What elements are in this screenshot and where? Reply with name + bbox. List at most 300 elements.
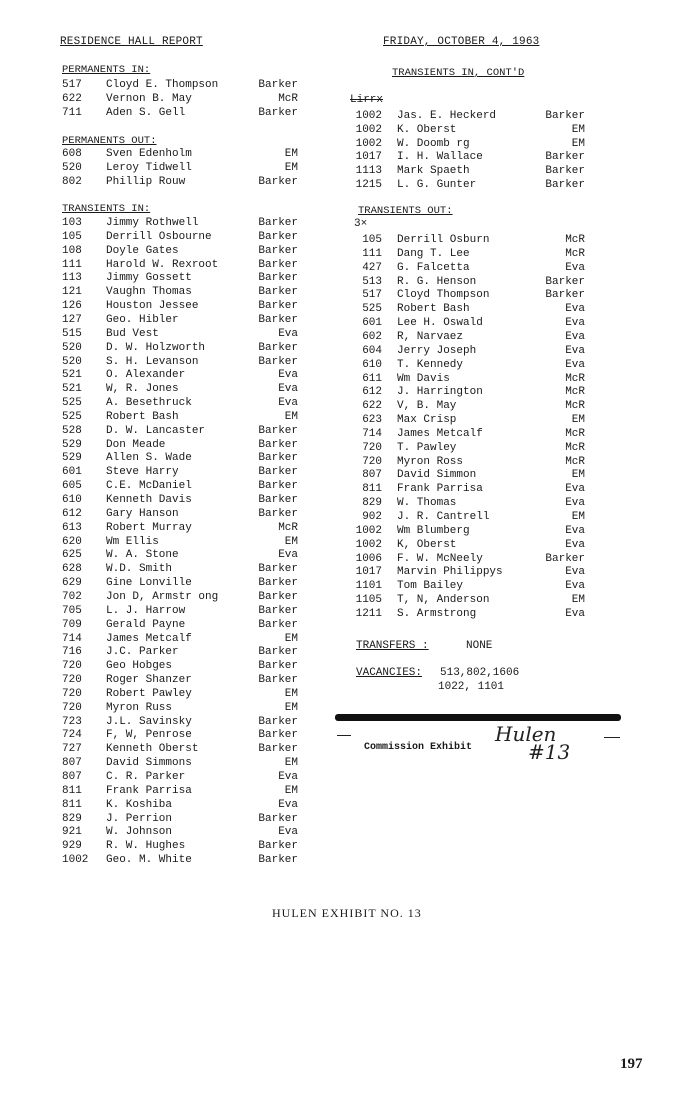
roster-row xyxy=(62,425,302,439)
roster-row xyxy=(352,553,592,567)
roster-name: T. Pawley xyxy=(397,441,457,454)
roster-row xyxy=(62,633,302,647)
roster-room: 807 xyxy=(62,757,82,770)
roster-hall: Eva xyxy=(278,383,298,396)
roster-hall: Eva xyxy=(565,358,585,371)
roster-name: T, N, Anderson xyxy=(397,594,490,607)
roster-room: 1002 xyxy=(355,110,382,122)
roster-row xyxy=(352,373,592,387)
section-transients-in-contd-label: TRANSIENTS IN, CONT'D xyxy=(392,67,525,79)
roster-name: Lee H. Oswald xyxy=(397,317,483,330)
roster-hall: EM xyxy=(284,148,298,160)
roster-name: T. Kennedy xyxy=(397,358,464,371)
roster-hall: Eva xyxy=(565,344,585,357)
roster-name: Derrill Osburn xyxy=(397,234,490,246)
roster-row xyxy=(352,345,592,359)
handwritten-number: #13 xyxy=(528,740,571,764)
exhibit-tick-right xyxy=(604,737,620,738)
roster-name: Mark Spaeth xyxy=(397,165,470,178)
roster-name: Wm Blumberg xyxy=(397,524,470,537)
roster-room: 601 xyxy=(62,466,82,479)
roster-room: 802 xyxy=(62,175,82,188)
roster-name: C.E. McDaniel xyxy=(106,480,192,493)
roster-name: J.C. Parker xyxy=(106,646,179,659)
roster-room: 612 xyxy=(62,507,82,520)
roster-room: 714 xyxy=(62,632,82,645)
roster-row xyxy=(352,179,592,193)
roster-name: James Metcalf xyxy=(106,632,192,645)
roster-name: Gary Hanson xyxy=(106,507,179,520)
roster-row xyxy=(352,110,592,124)
roster-hall: Barker xyxy=(545,151,585,164)
roster-name: W.D. Smith xyxy=(106,563,173,576)
roster-room: 604 xyxy=(362,344,382,357)
roster-name: Gerald Payne xyxy=(106,618,186,631)
roster-row xyxy=(62,702,302,716)
roster-hall: Barker xyxy=(258,674,298,687)
roster-room: 1017 xyxy=(355,566,382,579)
roster-name: Bud Vest xyxy=(106,327,159,340)
roster-name: K, Oberst xyxy=(397,538,457,551)
roster-room: 520 xyxy=(62,341,82,354)
roster-name: Leroy Tidwell xyxy=(106,161,192,174)
roster-room: 1215 xyxy=(355,179,382,191)
roster-name: R, Narvaez xyxy=(397,330,464,343)
roster-name: A. Besethruck xyxy=(106,397,192,410)
roster-row xyxy=(352,386,592,400)
roster-name: C. R. Parker xyxy=(106,771,186,783)
roster-name: Harold W. Rexroot xyxy=(106,258,219,271)
roster-row xyxy=(62,328,302,342)
roster-hall: EM xyxy=(571,123,585,136)
roster-room: 1211 xyxy=(355,607,382,620)
roster-hall: EM xyxy=(571,594,585,607)
roster-hall: EM xyxy=(284,687,298,700)
roster-name: Houston Jessee xyxy=(106,300,199,313)
roster-room: 1113 xyxy=(355,165,382,178)
exhibit-caption: HULEN EXHIBIT NO. 13 xyxy=(272,906,422,920)
roster-hall: Barker xyxy=(258,300,298,313)
roster-hall: Barker xyxy=(545,275,585,288)
roster-hall: Eva xyxy=(565,330,585,343)
roster-name: R. W. Hughes xyxy=(106,840,186,853)
roster-name: Robert Murray xyxy=(106,521,192,534)
roster-room: 520 xyxy=(62,355,82,368)
roster-room: 625 xyxy=(62,549,82,562)
roster-room: 517 xyxy=(362,289,382,302)
roster-row xyxy=(62,785,302,799)
roster-row xyxy=(62,286,302,300)
roster-name: Phillip Rouw xyxy=(106,175,186,188)
roster-room: 1002 xyxy=(355,137,382,150)
roster-room: 126 xyxy=(62,300,82,313)
roster-row xyxy=(352,317,592,331)
roster-hall: Barker xyxy=(258,438,298,451)
roster-room: 1002 xyxy=(62,854,89,867)
roster-hall: Barker xyxy=(545,289,585,302)
roster-name: Dang T. Lee xyxy=(397,247,470,260)
roster-room: 902 xyxy=(362,511,382,523)
roster-room: 513 xyxy=(362,275,382,288)
roster-row xyxy=(352,289,592,303)
roster-room: 612 xyxy=(362,386,382,399)
roster-room: 610 xyxy=(362,358,382,371)
roster-row xyxy=(62,452,302,466)
roster-row xyxy=(62,619,302,633)
roster-hall: McR xyxy=(278,521,298,534)
roster-hall: Barker xyxy=(258,743,298,756)
roster-room: 720 xyxy=(362,441,382,454)
roster-room: 427 xyxy=(362,261,382,274)
roster-hall: Eva xyxy=(278,798,298,811)
roster-room: 1101 xyxy=(355,580,382,593)
roster-name: I. H. Wallace xyxy=(397,151,483,164)
roster-room: 705 xyxy=(62,604,82,617)
section-transients-in-label: TRANSIENTS IN: xyxy=(62,203,151,215)
roster-room: 720 xyxy=(62,687,82,700)
roster-name: David Simmons xyxy=(106,757,192,770)
roster-name: Vaughn Thomas xyxy=(106,286,192,299)
roster-hall: Barker xyxy=(258,618,298,631)
roster-hall: Eva xyxy=(278,771,298,783)
roster-row xyxy=(62,369,302,383)
roster-hall: Barker xyxy=(545,165,585,178)
roster-room: 702 xyxy=(62,590,82,603)
roster-row xyxy=(62,549,302,563)
roster-hall: Barker xyxy=(545,552,585,565)
roster-name: W. A. Stone xyxy=(106,549,179,562)
roster-hall: Eva xyxy=(565,497,585,510)
roster-name: D. W. Holzworth xyxy=(106,341,206,354)
roster-name: Jimmy Rothwell xyxy=(106,217,199,229)
roster-row xyxy=(62,522,302,536)
roster-room: 602 xyxy=(362,330,382,343)
roster-name: Kenneth Oberst xyxy=(106,743,199,756)
roster-hall: Barker xyxy=(258,660,298,673)
roster-room: 105 xyxy=(362,234,382,246)
roster-row xyxy=(352,400,592,414)
roster-row xyxy=(62,688,302,702)
roster-hall: EM xyxy=(284,161,298,174)
roster-room: 528 xyxy=(62,424,82,437)
roster-row xyxy=(352,151,592,165)
roster-room: 610 xyxy=(62,494,82,506)
roster-room: 714 xyxy=(362,427,382,440)
roster-room: 111 xyxy=(362,247,382,260)
roster-hall: EM xyxy=(284,784,298,797)
roster-room: 121 xyxy=(62,286,82,299)
roster-row xyxy=(352,303,592,317)
roster-row xyxy=(62,840,302,854)
roster-row xyxy=(352,124,592,138)
roster-name: Aden S. Gell xyxy=(106,106,186,119)
roster-hall: McR xyxy=(565,372,585,385)
roster-room: 929 xyxy=(62,840,82,853)
roster-name: W. Johnson xyxy=(106,826,173,839)
roster-row xyxy=(352,414,592,428)
roster-row xyxy=(62,148,302,162)
roster-room: 727 xyxy=(62,743,82,756)
roster-room: 613 xyxy=(62,521,82,534)
roster-row xyxy=(62,217,302,231)
roster-row xyxy=(62,383,302,397)
roster-name: L. J. Harrow xyxy=(106,604,186,617)
roster-hall: Barker xyxy=(258,646,298,659)
roster-hall: EM xyxy=(284,410,298,423)
roster-row xyxy=(352,483,592,497)
roster-row xyxy=(62,480,302,494)
roster-row xyxy=(62,411,302,425)
roster-row xyxy=(352,248,592,262)
roster-room: 829 xyxy=(62,812,82,825)
roster-row xyxy=(62,231,302,245)
roster-hall: Barker xyxy=(258,424,298,437)
roster-name: K. Oberst xyxy=(397,123,457,136)
report-date: FRIDAY, OCTOBER 4, 1963 xyxy=(383,36,540,48)
page-number: 197 xyxy=(620,1056,643,1072)
roster-room: 622 xyxy=(362,400,382,413)
roster-hall: Barker xyxy=(258,604,298,617)
roster-name: Cloyd E. Thompson xyxy=(106,79,219,91)
roster-hall: Barker xyxy=(545,110,585,122)
roster-hall: Barker xyxy=(258,840,298,853)
roster-room: 807 xyxy=(362,469,382,482)
roster-name: Tom Bailey xyxy=(397,580,464,593)
roster-name: D. W. Lancaster xyxy=(106,424,206,437)
roster-row xyxy=(62,107,302,121)
roster-row xyxy=(62,508,302,522)
roster-name: R. G. Henson xyxy=(397,275,477,288)
roster-name: J. R. Cantrell xyxy=(397,511,490,523)
roster-row xyxy=(352,442,592,456)
roster-name: Cloyd Thompson xyxy=(397,289,490,302)
section-permanents-out-label: PERMANENTS OUT: xyxy=(62,135,157,147)
roster-row xyxy=(62,439,302,453)
roster-row xyxy=(62,342,302,356)
roster-room: 720 xyxy=(362,455,382,468)
roster-name: S. Armstrong xyxy=(397,607,477,620)
roster-room: 1002 xyxy=(355,538,382,551)
roster-room: 525 xyxy=(62,410,82,423)
roster-hall: EM xyxy=(571,469,585,482)
roster-hall: Barker xyxy=(258,729,298,742)
roster-hall: Barker xyxy=(258,175,298,188)
roster-room: 829 xyxy=(362,497,382,510)
vacancies-label: VACANCIES: xyxy=(356,667,423,679)
roster-room: 716 xyxy=(62,646,82,659)
roster-name: F, W, Penrose xyxy=(106,729,192,742)
roster-name: Myron Ross xyxy=(397,455,464,468)
roster-row xyxy=(352,539,592,553)
roster-row xyxy=(62,674,302,688)
roster-row xyxy=(352,511,592,525)
roster-hall: Eva xyxy=(278,397,298,410)
roster-name: David Simmon xyxy=(397,469,477,482)
roster-row xyxy=(352,276,592,290)
roster-name: Robert Pawley xyxy=(106,687,192,700)
exhibit-tick-left xyxy=(337,735,351,736)
roster-row xyxy=(62,729,302,743)
roster-row xyxy=(62,356,302,370)
roster-hall: McR xyxy=(565,386,585,399)
roster-room: 622 xyxy=(62,92,82,105)
roster-name: Marvin Philippys xyxy=(397,566,503,579)
roster-hall: Barker xyxy=(258,452,298,465)
roster-row xyxy=(62,757,302,771)
roster-room: 720 xyxy=(62,701,82,714)
roster-name: Sven Edenholm xyxy=(106,148,192,160)
roster-name: Roger Shanzer xyxy=(106,674,192,687)
roster-name: Wm Davis xyxy=(397,372,450,385)
roster-hall: Barker xyxy=(258,79,298,91)
roster-room: 111 xyxy=(62,258,82,271)
roster-hall: Barker xyxy=(258,258,298,271)
roster-row xyxy=(62,743,302,757)
roster-room: 520 xyxy=(62,161,82,174)
roster-room: 811 xyxy=(362,483,382,496)
roster-hall: Barker xyxy=(258,715,298,728)
roster-name: Kenneth Davis xyxy=(106,494,192,506)
roster-hall: Eva xyxy=(565,607,585,620)
roster-name: Jerry Joseph xyxy=(397,344,477,357)
roster-hall: Barker xyxy=(258,577,298,590)
roster-name: F. W. McNeely xyxy=(397,552,483,565)
roster-room: 720 xyxy=(62,660,82,673)
section-permanents-in-label: PERMANENTS IN: xyxy=(62,64,151,76)
roster-row xyxy=(62,272,302,286)
roster-hall: Barker xyxy=(258,466,298,479)
vacancies-line2: 1022, 1101 xyxy=(438,681,505,693)
roster-hall: Barker xyxy=(258,494,298,506)
roster-hall: Eva xyxy=(565,303,585,316)
roster-hall: Eva xyxy=(565,317,585,330)
roster-name: O. Alexander xyxy=(106,369,186,382)
roster-row xyxy=(62,813,302,827)
roster-room: 605 xyxy=(62,480,82,493)
roster-hall: Eva xyxy=(565,261,585,274)
roster-row xyxy=(352,525,592,539)
roster-row xyxy=(62,397,302,411)
roster-row xyxy=(352,359,592,373)
commission-exhibit-label: Commission Exhibit xyxy=(364,742,473,753)
roster-name: J. Harrington xyxy=(397,386,483,399)
roster-row xyxy=(62,245,302,259)
roster-room: 608 xyxy=(62,148,82,160)
roster-hall: Eva xyxy=(565,580,585,593)
roster-hall: EM xyxy=(571,137,585,150)
roster-room: 628 xyxy=(62,563,82,576)
struck-sublabel: Lirrx xyxy=(350,94,384,106)
roster-hall: Eva xyxy=(278,327,298,340)
roster-name: Robert Bash xyxy=(397,303,470,316)
roster-hall: Barker xyxy=(258,272,298,285)
roster-row xyxy=(352,456,592,470)
roster-room: 709 xyxy=(62,618,82,631)
roster-room: 921 xyxy=(62,826,82,839)
roster-row xyxy=(352,331,592,345)
roster-room: 127 xyxy=(62,313,82,326)
roster-name: James Metcalf xyxy=(397,427,483,440)
roster-hall: Barker xyxy=(258,106,298,119)
roster-row xyxy=(352,566,592,580)
roster-room: 720 xyxy=(62,674,82,687)
roster-room: 113 xyxy=(62,272,82,285)
roster-row xyxy=(352,469,592,483)
roster-hall: Eva xyxy=(565,538,585,551)
roster-row xyxy=(62,259,302,273)
roster-hall: Eva xyxy=(278,826,298,839)
roster-room: 521 xyxy=(62,383,82,396)
roster-room: 517 xyxy=(62,79,82,91)
roster-room: 105 xyxy=(62,230,82,243)
roster-row xyxy=(62,826,302,840)
roster-name: S. H. Levanson xyxy=(106,355,199,368)
roster-row xyxy=(62,716,302,730)
roster-row xyxy=(62,799,302,813)
roster-hall: Barker xyxy=(258,563,298,576)
roster-room: 1002 xyxy=(355,123,382,136)
roster-row xyxy=(352,138,592,152)
roster-hall: EM xyxy=(571,414,585,427)
roster-hall: EM xyxy=(284,757,298,770)
roster-name: Geo Hobges xyxy=(106,660,173,673)
roster-hall: McR xyxy=(565,400,585,413)
roster-row xyxy=(62,300,302,314)
roster-hall: Eva xyxy=(565,524,585,537)
roster-room: 1105 xyxy=(355,594,382,607)
roster-name: Max Crisp xyxy=(397,414,457,427)
roster-room: 525 xyxy=(362,303,382,316)
roster-room: 103 xyxy=(62,217,82,229)
roster-room: 1002 xyxy=(355,524,382,537)
roster-room: 611 xyxy=(362,372,382,385)
roster-row xyxy=(62,79,302,93)
roster-row xyxy=(62,605,302,619)
roster-hall: Eva xyxy=(565,566,585,579)
roster-row xyxy=(352,580,592,594)
roster-row xyxy=(62,577,302,591)
roster-hall: McR xyxy=(278,92,298,105)
roster-name: Derrill Osbourne xyxy=(106,230,212,243)
roster-name: G. Falcetta xyxy=(397,261,470,274)
roster-hall: Barker xyxy=(258,217,298,229)
transfers-label: TRANSFERS : xyxy=(356,640,429,652)
roster-hall: McR xyxy=(565,247,585,260)
roster-room: 724 xyxy=(62,729,82,742)
roster-hall: Barker xyxy=(258,286,298,299)
roster-hall: Eva xyxy=(278,549,298,562)
roster-hall: Eva xyxy=(278,369,298,382)
roster-room: 521 xyxy=(62,369,82,382)
roster-name: Myron Russ xyxy=(106,701,173,714)
roster-hall: EM xyxy=(284,632,298,645)
roster-hall: Eva xyxy=(565,483,585,496)
roster-name: W. Thomas xyxy=(397,497,457,510)
roster-name: Jimmy Gossett xyxy=(106,272,192,285)
roster-name: Frank Parrisa xyxy=(106,784,192,797)
roster-name: K. Koshiba xyxy=(106,798,173,811)
roster-name: J.L. Savinsky xyxy=(106,715,192,728)
roster-name: J. Perrion xyxy=(106,812,173,825)
roster-hall: Barker xyxy=(258,812,298,825)
vacancies-line1: 513,802,1606 xyxy=(440,667,520,679)
roster-room: 529 xyxy=(62,452,82,465)
roster-row xyxy=(62,563,302,577)
roster-row xyxy=(352,428,592,442)
roster-hall: Barker xyxy=(258,355,298,368)
roster-name: Geo. Hibler xyxy=(106,313,179,326)
roster-row xyxy=(352,497,592,511)
